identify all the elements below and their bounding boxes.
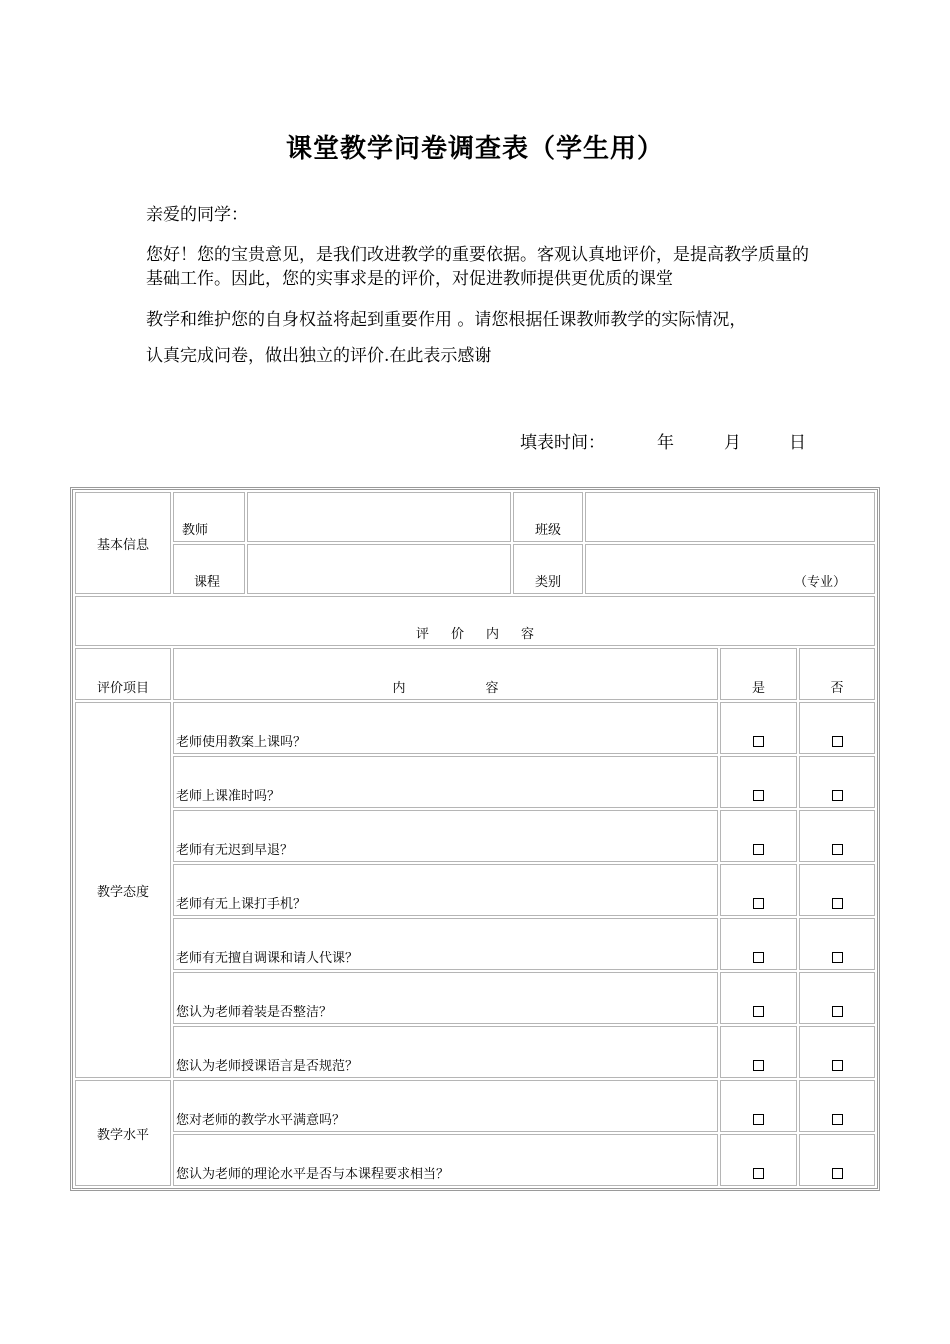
class-field[interactable] (585, 492, 875, 542)
course-label: 课程 (173, 544, 245, 594)
question-text: 您认为老师授课语言是否规范？ (173, 1026, 718, 1078)
question-text: 老师上课准时吗？ (173, 756, 718, 808)
table-row (75, 1134, 875, 1186)
intro-paragraph-2: 教学和维护您的自身权益将起到重要作用 。请您根据任课教师教学的实际情况， (146, 310, 747, 330)
answer-cell-no (799, 972, 875, 1024)
checkbox-yes-icon[interactable] (753, 736, 764, 747)
table-row (75, 864, 875, 916)
survey-table (70, 487, 880, 1191)
answer-cell-yes (720, 810, 797, 862)
answer-cell-no (799, 702, 875, 754)
table-row (75, 918, 875, 970)
checkbox-no-icon[interactable] (832, 736, 843, 747)
basic-info-label: 基本信息 (75, 492, 171, 594)
checkbox-no-icon[interactable] (832, 790, 843, 801)
checkbox-yes-icon[interactable] (753, 1168, 764, 1179)
checkbox-no-icon[interactable] (832, 898, 843, 909)
answer-cell-yes (720, 756, 797, 808)
answer-cell-no (799, 1080, 875, 1132)
checkbox-no-icon[interactable] (832, 1060, 843, 1071)
course-field[interactable] (247, 544, 511, 594)
category-label: 类别 (513, 544, 583, 594)
table-row (75, 702, 875, 754)
col-header-content: 内容 (173, 648, 718, 700)
category-field[interactable] (585, 544, 875, 594)
teacher-field[interactable] (247, 492, 511, 542)
day-label: 日 (789, 433, 806, 453)
table-row (75, 1026, 875, 1078)
question-text: 老师有无迟到早退？ (173, 810, 718, 862)
group-label: 教学水平 (75, 1080, 171, 1186)
table-row (75, 1080, 875, 1132)
table-row (75, 972, 875, 1024)
answer-cell-no (799, 810, 875, 862)
answer-cell-yes (720, 1080, 797, 1132)
question-text: 老师有无擅自调课和请人代课？ (173, 918, 718, 970)
answer-cell-yes (720, 972, 797, 1024)
eval-content-heading: 评价内容 (75, 596, 875, 646)
checkbox-yes-icon[interactable] (753, 1060, 764, 1071)
question-text: 您对老师的教学水平满意吗？ (173, 1080, 718, 1132)
answer-cell-yes (720, 1134, 797, 1186)
year-label: 年 (657, 433, 674, 453)
answer-cell-no (799, 756, 875, 808)
checkbox-yes-icon[interactable] (753, 898, 764, 909)
greeting: 亲爱的同学： (146, 205, 248, 225)
class-label: 班级 (513, 492, 583, 542)
fill-date-label: 填表时间： (520, 433, 605, 453)
answer-cell-no (799, 1134, 875, 1186)
question-text: 老师有无上课打手机？ (173, 864, 718, 916)
answer-cell-yes (720, 918, 797, 970)
col-header-no: 否 (799, 648, 875, 700)
page-title: 课堂教学问卷调查表（学生用） (285, 134, 664, 164)
intro-paragraph-1: 您好！您的宝贵意见，是我们改进教学的重要依据。客观认真地评价，是提高教学质量的基础工作。因此，您的实事求是的评价，对促进教师提供更优质的课堂 (146, 245, 809, 289)
checkbox-yes-icon[interactable] (753, 844, 764, 855)
checkbox-no-icon[interactable] (832, 952, 843, 963)
answer-cell-no (799, 918, 875, 970)
checkbox-yes-icon[interactable] (753, 1114, 764, 1125)
question-text: 您认为老师的理论水平是否与本课程要求相当？ (173, 1134, 718, 1186)
group-label: 教学态度 (75, 702, 171, 1078)
col-header-item: 评价项目 (75, 648, 171, 700)
intro-paragraph-3: 认真完成问卷，做出独立的评价.在此表示感谢 (146, 346, 492, 366)
checkbox-no-icon[interactable] (832, 844, 843, 855)
table-row (75, 810, 875, 862)
answer-cell-no (799, 1026, 875, 1078)
major-note: （专业） (793, 575, 846, 590)
checkbox-yes-icon[interactable] (753, 790, 764, 801)
teacher-label: 教师 (173, 492, 245, 542)
checkbox-yes-icon[interactable] (753, 1006, 764, 1017)
answer-cell-yes (720, 702, 797, 754)
question-text: 老师使用教案上课吗？ (173, 702, 718, 754)
answer-cell-yes (720, 864, 797, 916)
answer-cell-yes (720, 1026, 797, 1078)
month-label: 月 (724, 433, 741, 453)
question-text: 您认为老师着装是否整洁？ (173, 972, 718, 1024)
checkbox-no-icon[interactable] (832, 1168, 843, 1179)
answer-cell-no (799, 864, 875, 916)
checkbox-yes-icon[interactable] (753, 952, 764, 963)
fill-date-line (520, 428, 806, 453)
checkbox-no-icon[interactable] (832, 1114, 843, 1125)
checkbox-no-icon[interactable] (832, 1006, 843, 1017)
col-header-yes: 是 (720, 648, 797, 700)
table-row (75, 756, 875, 808)
